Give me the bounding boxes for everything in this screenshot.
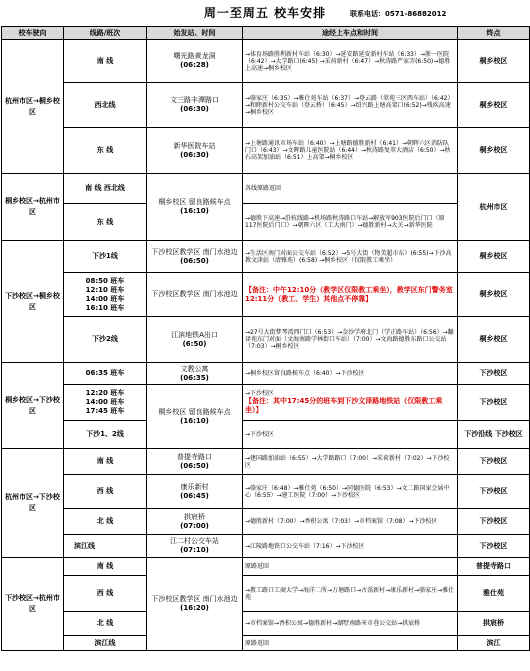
line-cell: 南 线 [64, 558, 147, 576]
line-cell: 下沙2线 [64, 317, 147, 363]
table-row [2, 475, 530, 509]
table-header-row [2, 27, 530, 40]
table-row [2, 636, 530, 651]
route-cell: →建国路加油站（6:55）→大学路路口（7:00）→采荷新村（7:02）→下沙校区 [243, 449, 458, 475]
table-row [2, 576, 530, 612]
line-cell: 东 线 [64, 204, 147, 241]
dest-cell: 桐乡校区 [458, 241, 530, 273]
line-cell: 西 线 [64, 576, 147, 612]
table-row [2, 128, 530, 174]
dest-cell: 桐乡校区 [458, 128, 530, 174]
col-route: 途经上车点和时间 [243, 27, 458, 40]
dest-cell: 拱宸桥 [458, 612, 530, 636]
route-cell: →江陵路地铁口公交车站（7:16）→下沙校区 [243, 535, 458, 558]
dest-cell: 下沙校区 [458, 385, 530, 421]
shift-cell: 06:35 班车 [64, 363, 147, 385]
table-row [2, 317, 530, 363]
dest-cell: 杭州市区 [458, 174, 530, 241]
line-cell: 下沙1、2线 [64, 421, 147, 449]
table-row [2, 385, 530, 421]
note-cell: 【备注：中午12:10分（教学区仅限教工乘坐），教学区东门警务室12:11分（教工、学生）其他点不停靠】 [243, 273, 458, 317]
line-cell: 东 线 [64, 128, 147, 174]
origin-cell: 下沙校区教学区 南门水池边 (06:50) [147, 241, 243, 273]
dest-cell: 滨江 [458, 636, 530, 651]
line-cell: 滨江线 [64, 535, 147, 558]
shift-cell: 12:20 班车 14:00 班车 17:45 班车 [64, 385, 147, 421]
table-row [2, 535, 530, 558]
direction-cell: 下沙校区→桐乡校区 [2, 241, 64, 363]
origin-cell: 新华医院车站 (06:30) [147, 128, 243, 174]
col-destination: 终点 [458, 27, 530, 40]
line-cell: 南 线 [64, 40, 147, 83]
origin-cell: 江滨地铁A出口 (6:50) [147, 317, 243, 363]
table-row [2, 421, 530, 449]
route-cell: →教工路口工商大学→海洋二所→万塘路口→古荡新村→康乐新村→骆家庄→雅仕苑 [243, 576, 458, 612]
route-cell: →27号大街梦琴湾西门口（6:53）→金沙学府北门（学正路车站）（6:56）→翻译苑东门对面（文海南路学林街口车站）（7:00）→文海路德胜东路口公交站（7:03）→桐乡校区 [243, 317, 458, 363]
table-row [2, 83, 530, 128]
route-cell: 各线原路返回 [243, 174, 458, 204]
line-cell: 北 线 [64, 509, 147, 535]
table-row [2, 509, 530, 535]
route-cell: 原路返回 [243, 558, 458, 576]
direction-cell: 杭州市区→桐乡校区 [2, 40, 64, 174]
route-cell: →上塘路通讯市场车站（6:40）→上塘路德胜新村（6:41）→朝晖六区消防队门口（6:43）→文晖路儿童医院站（6:44）→秋涛路复翠大酒店（6:50）→秋石高架加油站（6:51）上高架→桐乡校区 [243, 128, 458, 174]
line-cell: 西北线 [64, 83, 147, 128]
direction-cell: 桐乡校区→杭州市区 [2, 174, 64, 241]
origin-cell: 江二村公交车站 (07:10) [147, 535, 243, 558]
col-origin: 始发站、时间 [147, 27, 243, 40]
dest-cell: 桐乡校区 [458, 317, 530, 363]
dest-cell: 下沙校区 [458, 449, 530, 475]
line-cell: 下沙1线 [64, 241, 147, 273]
table-row [2, 241, 530, 273]
direction-cell: 桐乡校区→下沙校区 [2, 363, 64, 449]
contact-phone: 联系电话：0571-86882012 [350, 10, 447, 18]
origin-cell: 文教公寓 (06:35) [147, 363, 243, 385]
table-row [2, 273, 530, 317]
table-row [2, 363, 530, 385]
line-cell: 南 线 西北线 [64, 174, 147, 204]
route-cell: →德胜下高速→沿杭线路→机场路秋涛路口车站→解放军903医院后门口（原117医院后门口）→朝晖六区（工大南门）→德胜新村→大关→新华医院 [243, 204, 458, 241]
shift-cell: 08:50 班车 12:10 班车 14:00 班车 16:10 班车 [64, 273, 147, 317]
origin-cell: 文三路丰潭路口 (06:30) [147, 83, 243, 128]
line-cell: 滨江线 [64, 636, 147, 651]
table-row [2, 612, 530, 636]
table-row [2, 558, 530, 576]
table-row [2, 174, 530, 204]
col-line: 线路/班次 [64, 27, 147, 40]
page-title: 周一至周五 校车安排 [203, 6, 327, 20]
origin-cell: 拱宸桥 (07:00) [147, 509, 243, 535]
origin-cell: 桐乡校区 留良路候车点 (16:10) [147, 174, 243, 241]
origin-cell: 曙光路黄龙洞 (06:28) [147, 40, 243, 83]
col-direction: 校车驶向 [2, 27, 64, 40]
note-text: 【备注：其中17:45分的班车到下沙文泽路地铁站（仅限教工乘坐）】 [245, 397, 443, 414]
dest-cell: 下沙校区 [458, 363, 530, 385]
route-cell: →下沙校区 【备注：其中17:45分的班车到下沙文泽路地铁站（仅限教工乘坐）】 [243, 385, 458, 421]
dest-cell: 下沙校区 [458, 509, 530, 535]
dest-cell: 普提寺路口 [458, 558, 530, 576]
origin-cell: 下沙校区教学区 南门水池边 (16:20) [147, 558, 243, 651]
table-row [2, 40, 530, 83]
origin-cell: 下沙校区教学区 南门水池边 [147, 273, 243, 317]
dest-cell: 下沙沿线 下沙校区 [458, 421, 530, 449]
dest-cell: 桐乡校区 [458, 273, 530, 317]
route-cell: →骆家庄（6:48）→雅仕苑（6:50）→同德医院（6:53）→文二路国家会展中心（6:55）→建工医院（7:00）→下沙校区 [243, 475, 458, 509]
route-cell: 原路返回 [243, 636, 458, 651]
table-row [2, 204, 530, 241]
title-bar [0, 0, 530, 26]
table-row [2, 449, 530, 475]
dest-cell: 桐乡校区 [458, 83, 530, 128]
route-cell: →生活区南门对面公交车站（6:52）→5号大街（物美超市东）(6:55)→下沙高教文津站（清雅苑）(6:58) →桐乡校区（仅限教工乘坐） [243, 241, 458, 273]
direction-cell: 杭州市区→下沙校区 [2, 449, 64, 558]
direction-cell: 下沙校区→杭州市区 [2, 558, 64, 651]
route-cell: →下沙校区 [243, 421, 458, 449]
origin-cell: 普提寺路口 (06:50) [147, 449, 243, 475]
route-cell: →体育场路胜利新村车站（6:30）→延安路延安新村车站（6:33）→浙一医院（6:42）→大学路口(6:45) →采荷新村（6:47）→秋涛路严家弄(6:50)→德胜上高速→桐乡校区 [243, 40, 458, 83]
dest-cell: 桐乡校区 [458, 40, 530, 83]
dest-cell: 雅仕苑 [458, 576, 530, 612]
origin-cell: 桐乡校区 留良路候车点 (16:10) [147, 385, 243, 449]
route-cell: →市档案馆→香积公寓→德胜新村→湖墅南路米市巷公交站→拱宸桥 [243, 612, 458, 636]
line-cell: 西 线 [64, 475, 147, 509]
line-cell: 北 线 [64, 612, 147, 636]
schedule-table [1, 26, 530, 651]
route-cell: →桐乡校区留良路候车点（6:40）→下沙校区 [243, 363, 458, 385]
line-cell: 南 线 [64, 449, 147, 475]
route-cell: →骆家庄（6:35）→雅仕苑车站（6:37）→登云路（翠苑三区西车站）（6:42）→和睦新村公交车站（登云桥）（6:45）→绍兴路上塘高架口(6:52)→残疾高速→桐乡校区 [243, 83, 458, 128]
dest-cell: 下沙校区 [458, 475, 530, 509]
origin-cell: 康乐新村 (06:45) [147, 475, 243, 509]
dest-cell: 下沙校区 [458, 535, 530, 558]
route-cell: →德胜新村（7:00）→香积公寓（7:03）→市档案馆（7:08）→下沙校区 [243, 509, 458, 535]
